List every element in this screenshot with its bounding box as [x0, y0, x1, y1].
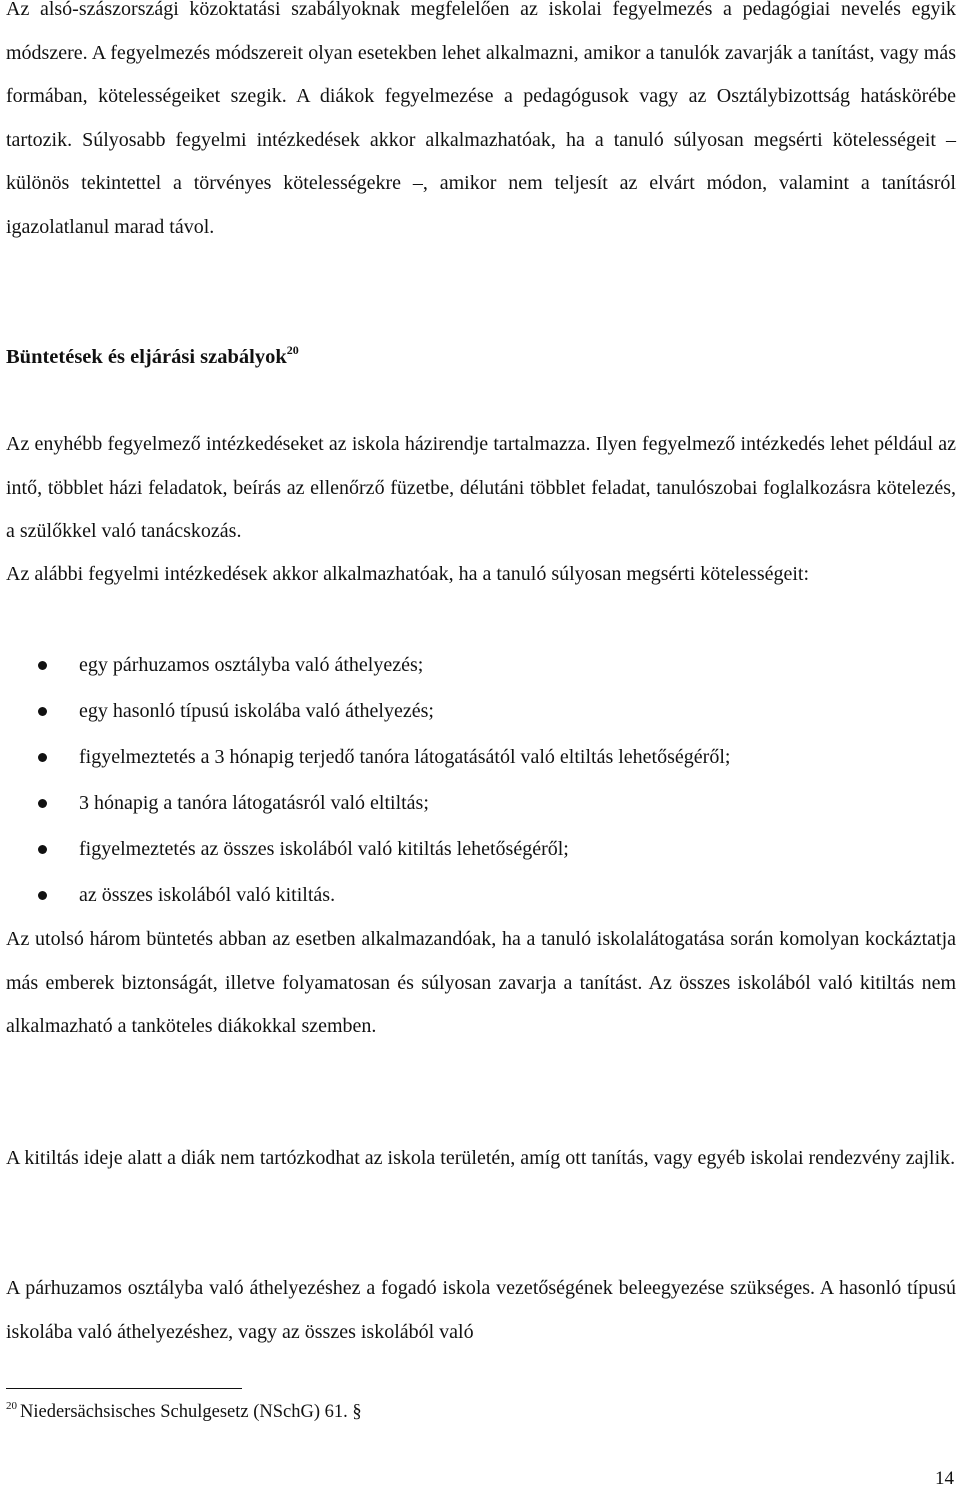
- sanctions-list: [6, 642, 956, 918]
- bullet-icon: [38, 753, 47, 762]
- list-item: [6, 688, 956, 734]
- section-heading: [6, 343, 299, 369]
- footnote: [6, 1400, 362, 1423]
- list-item: [6, 826, 956, 872]
- footnote-number: 20: [6, 1400, 17, 1412]
- bullet-icon: [38, 707, 47, 716]
- list-item-text: figyelmeztetés a 3 hónapig terjedő tanóra látogatásától való eltiltás lehetőségéről;: [79, 746, 731, 768]
- bullet-icon: [38, 661, 47, 670]
- list-item-text: egy párhuzamos osztályba való áthelyezés;: [79, 654, 424, 676]
- list-item: [6, 872, 956, 918]
- list-item-text: figyelmeztetés az összes iskolából való kitiltás lehetőségéről;: [79, 838, 569, 860]
- body-paragraph: A párhuzamos osztályba való áthelyezéshez a fogadó iskola vezetőségének beleegyezése szükséges. A hasonló típusú iskolába való áthelyezéshez, vagy az összes iskolából való: [6, 1277, 956, 1343]
- bullet-icon: [38, 799, 47, 808]
- bullet-icon: [38, 891, 47, 900]
- page-number: 14: [935, 1468, 954, 1489]
- list-item: [6, 780, 956, 826]
- body-paragraph: Az alábbi fegyelmi intézkedések akkor alkalmazhatóak, ha a tanuló súlyosan megsérti kötelességeit:: [6, 563, 810, 585]
- body-paragraph: Az utolsó három büntetés abban az esetben alkalmazandóak, ha a tanuló iskolalátogatása során komolyan kockáztatja más emberek biztonságát, illetve folyamatosan és súlyosan zavarja a tanítást. Az összes iskolából való kitiltás nem alkalmazható a tanköteles diákokkal szemben.: [6, 928, 956, 1037]
- footnote-divider: [6, 1388, 242, 1389]
- list-item: [6, 734, 956, 780]
- section-heading-text: Büntetések és eljárási szabályok: [6, 346, 287, 368]
- list-item-text: egy hasonló típusú iskolába való áthelyezés;: [79, 700, 434, 722]
- footnote-reference: 20: [286, 343, 299, 357]
- bullet-icon: [38, 845, 47, 854]
- list-item-text: az összes iskolából való kitiltás.: [79, 884, 336, 906]
- body-paragraph: A kitiltás ideje alatt a diák nem tartózkodhat az iskola területén, amíg ott tanítás, vagy egyéb iskolai rendezvény zajlik.: [6, 1147, 956, 1169]
- body-paragraph: Az enyhébb fegyelmező intézkedéseket az iskola házirendje tartalmazza. Ilyen fegyelmező intézkedés lehet például az intő, többlet házi feladatok, beírás az ellenőrző füzetbe, délutáni többlet feladat, tanulószobai foglalkozásra kötelezés, a szülőkkel való tanácskozás.: [6, 433, 956, 542]
- list-item: [6, 642, 956, 688]
- list-item-text: 3 hónapig a tanóra látogatásról való eltiltás;: [79, 792, 429, 814]
- body-paragraph: Az alsó-szászországi közoktatási szabályoknak megfelelően az iskolai fegyelmezés a pedagógiai nevelés egyik módszere. A fegyelmezés módszereit olyan esetekben lehet alkalmazni, amikor a tanulók zavarják a tanítást, vagy más formában, kötelességeiket szegik. A diákok fegyelmezése a pedagógusok vagy az Osztálybizottság hatáskörébe tartozik. Súlyosabb fegyelmi intézkedések akkor alkalmazhatóak, ha a tanuló súlyosan megsérti kötelességeit – különös tekintettel a törvényes kötelességekre –, amikor nem teljesít az elvárt módon, valamint a tanításról igazolatlanul marad távol.: [6, 0, 956, 238]
- footnote-text: Niedersächsisches Schulgesetz (NSchG) 61. §: [20, 1402, 362, 1422]
